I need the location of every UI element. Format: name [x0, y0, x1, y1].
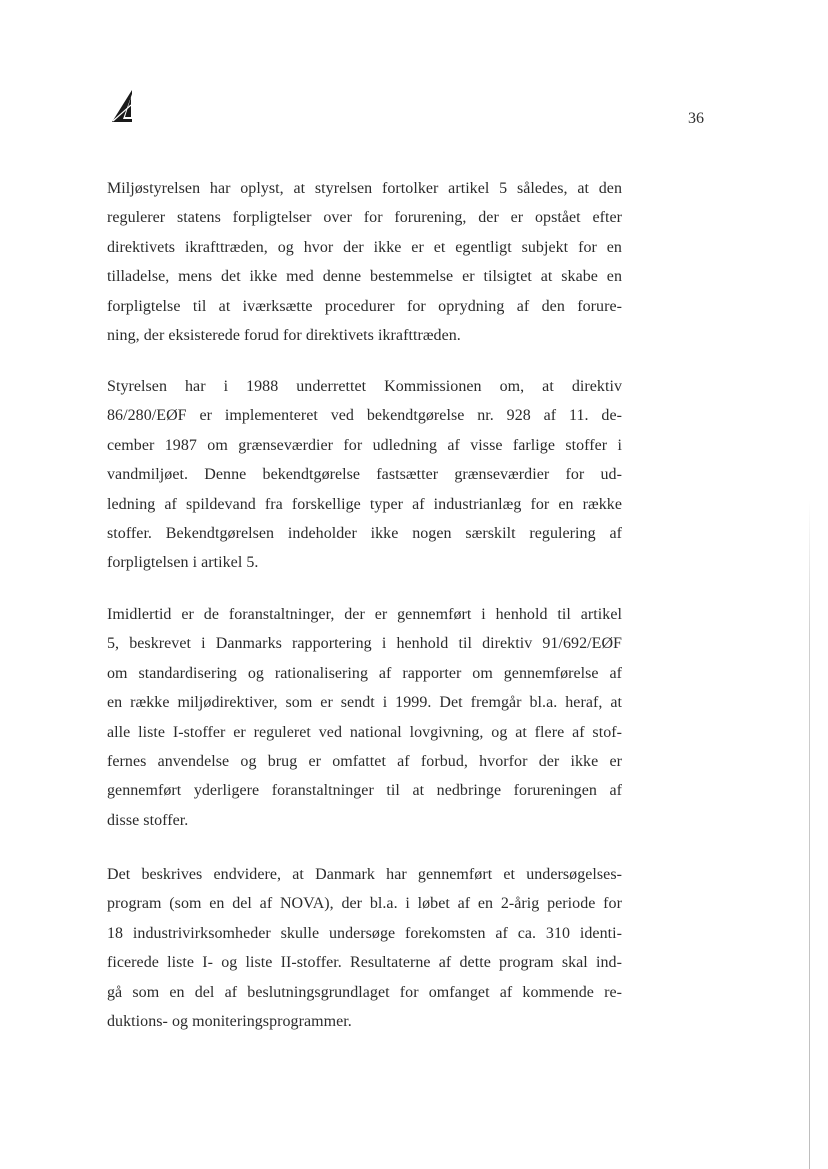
text-line: Miljøstyrelsen har oplyst, at styrelsen fortolker artikel 5 således, at den — [107, 180, 622, 197]
text-line: stoffer. Bekendtgørelsen indeholder ikke nogen særskilt regulering af — [107, 525, 622, 543]
text-line: disse stoffer. — [107, 811, 189, 829]
text-line: direktivets ikrafttræden, og hvor der ikke er et egentligt subjekt for en — [107, 238, 622, 256]
text-line: 86/280/EØF er implementeret ved bekendtgørelse nr. 928 af 11. de- — [107, 407, 622, 425]
text-line: ning, der eksisterede forud for direktivets ikrafttræden. — [107, 327, 461, 345]
text-line: 5, beskrevet i Danmarks rapportering i henhold til direktiv 91/692/EØF — [107, 635, 622, 653]
text-line: 18 industrivirksomheder skulle undersøge forekomsten af ca. 310 identi- — [107, 924, 622, 942]
text-line: tilladelse, mens det ikke med denne bestemmelse er tilsigtet at skabe en — [107, 268, 622, 286]
text-line: Det beskrives endvidere, at Danmark har gennemført et undersøgelses- — [107, 866, 622, 883]
text-line: program (som en del af NOVA), der bl.a. i løbet af en 2-årig periode for — [107, 895, 622, 913]
paragraph-3 — [107, 600, 622, 835]
text-line: gå som en del af beslutningsgrundlaget for omfanget af kommende re- — [107, 983, 622, 1001]
triangle-sail-icon — [110, 88, 136, 124]
text-line: cember 1987 om grænseværdier for udledning af visse farlige stoffer i — [107, 436, 622, 454]
text-line: Imidlertid er de foranstaltninger, der er gennemført i henhold til artikel — [107, 606, 622, 623]
text-line: forpligtelse til at iværksætte procedurer for oprydning af den forure- — [107, 297, 622, 315]
text-line: gennemført yderligere foranstaltninger til at nedbringe forureningen af — [107, 782, 622, 800]
page-number: 36 — [688, 110, 704, 127]
text-line: fernes anvendelse og brug er omfattet af forbud, hvorfor der ikke er — [107, 753, 622, 771]
text-line: ledning af spildevand fra forskellige typer af industrianlæg for en række — [107, 495, 622, 513]
text-line: ficerede liste I- og liste II-stoffer. Resultaterne af dette program skal ind- — [107, 954, 622, 972]
text-line: en række miljødirektiver, som er sendt i 1999. Det fremgår bl.a. heraf, at — [107, 694, 622, 712]
text-line: vandmiljøet. Denne bekendtgørelse fastsætter grænseværdier for ud- — [107, 466, 622, 484]
paragraph-2 — [107, 372, 622, 578]
text-line: forpligtelsen i artikel 5. — [107, 554, 259, 572]
text-line: alle liste I-stoffer er reguleret ved national lovgivning, og at flere af stof- — [107, 723, 622, 741]
text-line: om standardisering og rationalisering af rapporter om gennemførelse af — [107, 664, 622, 682]
paragraph-1 — [107, 174, 622, 350]
text-line: Styrelsen har i 1988 underrettet Kommissionen om, at direktiv — [107, 378, 622, 395]
scan-edge-line — [809, 500, 810, 1169]
text-line: regulerer statens forpligtelser over for forurening, der er opstået efter — [107, 209, 622, 227]
paragraph-4 — [107, 860, 622, 1036]
text-line: duktions- og moniteringsprogrammer. — [107, 1013, 352, 1031]
